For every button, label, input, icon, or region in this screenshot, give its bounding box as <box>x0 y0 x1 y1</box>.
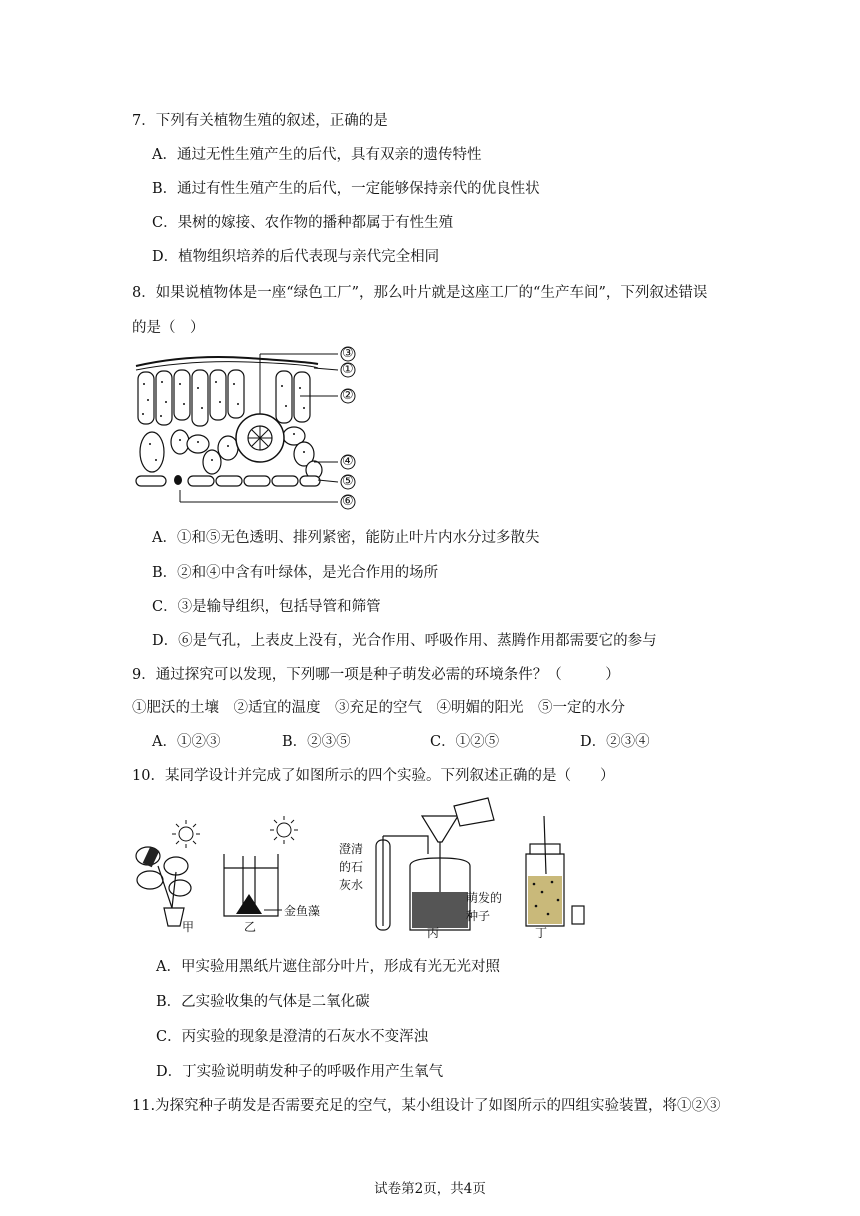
seeds-label-1: 萌发的 <box>466 891 503 905</box>
q9-option-c: C．①②⑤ <box>430 734 500 750</box>
q9-option-d: D．②③④ <box>580 734 650 750</box>
q10-option-a: A．甲实验用黑纸片遮住部分叶片，形成有光无光对照 <box>156 959 500 975</box>
q7-option-b: B．通过有性生殖产生的后代，一定能够保持亲代的优良性状 <box>152 181 540 197</box>
q10-option-d: D．丁实验说明萌发种子的呼吸作用产生氧气 <box>156 1064 444 1080</box>
leaf-label-1: ① <box>342 362 354 377</box>
q7-option-c: C．果树的嫁接、农作物的播种都属于有性生殖 <box>152 215 454 231</box>
leaf-cross-section-figure <box>128 344 368 514</box>
limewater-label-2: 的石 <box>339 860 364 874</box>
page-footer: 试卷第2页，共4页 <box>374 1181 486 1197</box>
leaf-label-4: ④ <box>342 454 354 469</box>
fig-label-jia: 甲 <box>182 920 195 934</box>
leaf-label-6: ⑥ <box>342 494 354 509</box>
q9-conditions: ①肥沃的土壤 ②适宜的温度 ③充足的空气 ④明媚的阳光 ⑤一定的水分 <box>132 700 625 716</box>
q8-stem-line1: 8．如果说植物体是一座“绿色工厂”，那么叶片就是这座工厂的“生产车间”，下列叙述错误 <box>132 285 708 301</box>
q9-option-a: A．①②③ <box>152 734 221 750</box>
q8-option-a: A．①和⑤无色透明、排列紧密，能防止叶片内水分过多散失 <box>152 530 540 546</box>
fig-label-bing: 丙 <box>427 926 440 940</box>
goldfish-weed-label: 金鱼藻 <box>284 904 321 918</box>
limewater-label-1: 澄清 <box>339 842 364 856</box>
q9-stem: 9．通过探究可以发现，下列哪一项是种子萌发必需的环境条件？（ ） <box>132 667 620 683</box>
leaf-label-2: ② <box>342 388 354 403</box>
q8-option-c: C．③是输导组织，包括导管和筛管 <box>152 599 381 615</box>
q8-option-d: D．⑥是气孔，上表皮上没有，光合作用、呼吸作用、蒸腾作用都需要它的参与 <box>152 633 657 649</box>
q10-stem: 10．某同学设计并完成了如图所示的四个实验。下列叙述正确的是（ ） <box>132 768 615 784</box>
leaf-label-3: ③ <box>342 346 354 361</box>
q8-stem-line2: 的是（ ） <box>132 320 205 336</box>
q7-option-d: D．植物组织培养的后代表现与亲代完全相同 <box>152 249 440 265</box>
fig-label-yi: 乙 <box>244 920 257 934</box>
q11-stem: 11.为探究种子萌发是否需要充足的空气，某小组设计了如图所示的四组实验装置，将①②③ <box>132 1098 721 1114</box>
q10-option-c: C．丙实验的现象是澄清的石灰水不变浑浊 <box>156 1029 429 1045</box>
fig-label-ding: 丁 <box>535 926 548 940</box>
q7-option-a: A．通过无性生殖产生的后代，具有双亲的遗传特性 <box>152 147 482 163</box>
q9-option-b: B．②③⑤ <box>282 734 351 750</box>
q10-option-b: B．乙实验收集的气体是二氧化碳 <box>156 994 370 1010</box>
seeds-label-2: 种子 <box>466 909 491 923</box>
q8-option-b: B．②和④中含有叶绿体，是光合作用的场所 <box>152 565 439 581</box>
limewater-label-3: 灰水 <box>339 878 364 892</box>
q7-stem: 7．下列有关植物生殖的叙述，正确的是 <box>132 113 388 129</box>
leaf-label-5: ⑤ <box>342 474 354 489</box>
